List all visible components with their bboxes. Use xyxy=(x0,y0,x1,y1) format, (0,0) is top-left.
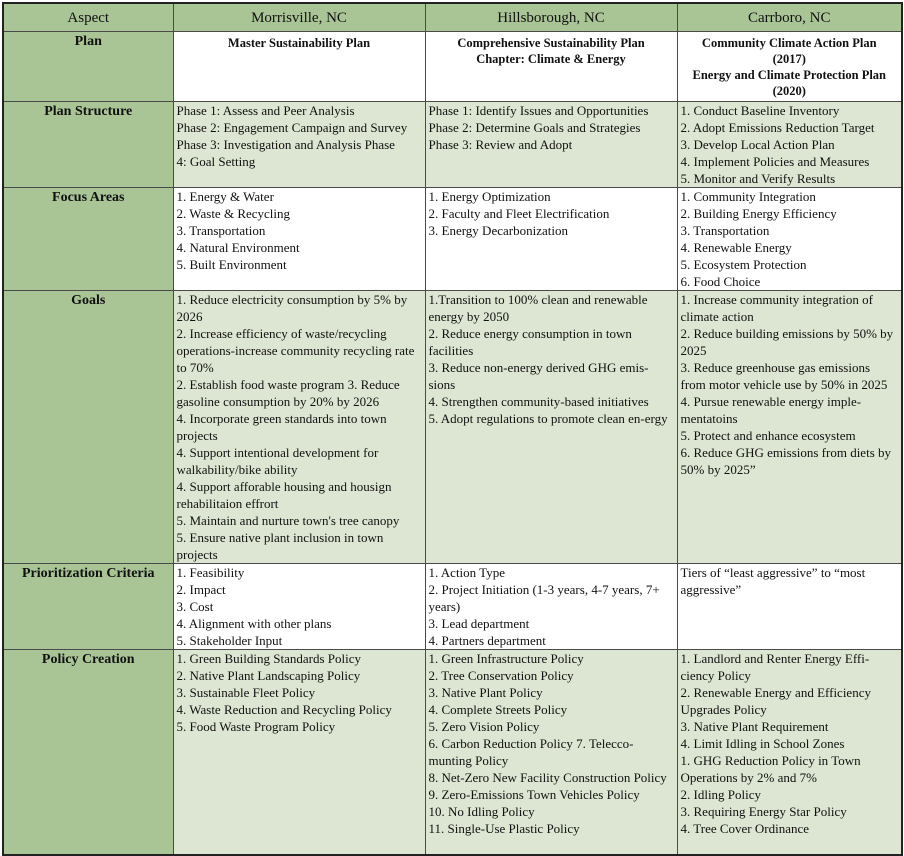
plan-title-line: Community Climate Action Plan xyxy=(701,36,877,50)
list-item: 4. Renewable Energy xyxy=(680,240,792,255)
list-item: 2. Idling Policy xyxy=(680,787,762,802)
cell-carrboro xyxy=(677,564,902,650)
list-item: 5. Maintain and nurture town's tree canopy xyxy=(176,513,400,528)
comparison-table xyxy=(2,2,903,856)
row-goals xyxy=(3,291,902,564)
list-item: 3. Energy Decarbonization xyxy=(428,223,568,238)
list-item: 4. Support intentional development for walkability/bike ability xyxy=(176,445,379,477)
cell-carrboro xyxy=(677,32,902,102)
list-item: 4. Natural Environment xyxy=(176,240,300,255)
list-item: 5. Zero Vision Policy xyxy=(428,719,540,734)
list-item: 4. Waste Reduction and Recycling Policy xyxy=(176,702,392,717)
list-item: 1. Green Infrastructure Policy xyxy=(428,651,584,666)
list-item: 3. Develop Local Action Plan xyxy=(680,137,835,152)
list-item: 2. Reduce energy consumption in town facilities xyxy=(428,326,632,358)
list-item: 3. Requiring Energy Star Policy xyxy=(680,804,847,819)
list-item: 1. Energy & Water xyxy=(176,189,274,204)
cell-morrisville xyxy=(173,564,425,650)
aspect-label: Prioritization Criteria xyxy=(3,564,173,650)
list-item: 2. Native Plant Landscaping Policy xyxy=(176,668,361,683)
list-item: 5. Stakeholder Input xyxy=(176,633,283,648)
cell-carrboro xyxy=(677,188,902,291)
list-item: 5. Food Waste Program Policy xyxy=(176,719,336,734)
list-item: 2. Faculty and Fleet Electrification xyxy=(428,206,610,221)
list-item: Phase 2: Engagement Campaign and Survey xyxy=(176,120,408,135)
list-item: 4. Limit Idling in School Zones xyxy=(680,736,845,751)
list-item: 3. Reduce greenhouse gas emissions from motor vehicle use by 50% in 2025 xyxy=(680,360,888,392)
aspect-label: Policy Creation xyxy=(3,650,173,855)
row-plan xyxy=(3,32,902,102)
list-item: 6. Food Choice xyxy=(680,274,761,289)
list-item: 3. Transportation xyxy=(680,223,770,238)
list-item: 4. Partners department xyxy=(428,633,546,648)
list-item: 2. Increase efficiency of waste/recycling operations-increase community recycling rate to 70% xyxy=(176,326,415,375)
list-item: 1. Conduct Baseline Inventory xyxy=(680,103,840,118)
list-item: 4: Goal Setting xyxy=(176,154,256,169)
header-hillsborough: Hillsborough, NC xyxy=(425,3,677,32)
list-item: Tiers of “least aggressive” to “most aggressive” xyxy=(680,565,866,597)
cell-hillsborough xyxy=(425,564,677,650)
list-item: 2. Establish food waste program 3. Reduce gasoline consumption by 20% by 2026 xyxy=(176,377,400,409)
list-item: 1. Feasibility xyxy=(176,565,245,580)
cell-carrboro xyxy=(677,291,902,564)
list-item: 3. Lead department xyxy=(428,616,530,631)
list-item: 6. Carbon Reduction Policy 7. Telecco-munting Policy xyxy=(428,736,634,768)
list-item: 6. Reduce GHG emissions from diets by 50% by 2025” xyxy=(680,445,892,477)
header-morrisville: Morrisville, NC xyxy=(173,3,425,32)
list-item: 2. Reduce building emissions by 50% by 2025 xyxy=(680,326,894,358)
list-item: 5. Monitor and Verify Results xyxy=(680,171,836,186)
list-item: 8. Net-Zero New Facility Construction Policy xyxy=(428,770,667,785)
list-item: 1. Increase community integration of climate action xyxy=(680,292,873,324)
row-plan-structure xyxy=(3,102,902,188)
list-item: 2. Waste & Recycling xyxy=(176,206,291,221)
list-item: 3. Native Plant Requirement xyxy=(680,719,829,734)
list-item: 11. Single-Use Plastic Policy xyxy=(428,821,580,836)
list-item: 5. Ensure native plant inclusion in town projects xyxy=(176,530,384,562)
list-item: 3. Transportation xyxy=(176,223,266,238)
list-item: 4. Complete Streets Policy xyxy=(428,702,568,717)
list-item: 4. Support afforable housing and housign rehabilitaion effrort xyxy=(176,479,392,511)
plan-title-line: Energy and Climate Protection Plan xyxy=(692,68,886,82)
list-item: 2. Renewable Energy and Efficiency Upgrades Policy xyxy=(680,685,871,717)
cell-morrisville xyxy=(173,188,425,291)
list-item: 2. Impact xyxy=(176,582,226,597)
aspect-label: Focus Areas xyxy=(3,188,173,291)
list-item: 1. Landlord and Renter Energy Effi-ciency Policy xyxy=(680,651,870,683)
list-item: 1. Reduce electricity consumption by 5% by 2026 xyxy=(176,292,408,324)
list-item: 5. Adopt regulations to promote clean en-ergy xyxy=(428,411,668,426)
list-item: Phase 3: Review and Adopt xyxy=(428,137,573,152)
cell-morrisville xyxy=(173,650,425,855)
list-item: 1. Action Type xyxy=(428,565,505,580)
cell-hillsborough xyxy=(425,650,677,855)
cell-morrisville xyxy=(173,32,425,102)
cell-carrboro xyxy=(677,102,902,188)
list-item: 1. Energy Optimization xyxy=(428,189,551,204)
plan-title-line: (2017) xyxy=(772,52,806,66)
cell-hillsborough xyxy=(425,32,677,102)
cell-carrboro xyxy=(677,650,902,855)
list-item: 5. Ecosystem Protection xyxy=(680,257,807,272)
aspect-label: Plan Structure xyxy=(3,102,173,188)
list-item: 1. Community Integration xyxy=(680,189,816,204)
list-item: 3. Cost xyxy=(176,599,214,614)
list-item: 5. Protect and enhance ecosystem xyxy=(680,428,856,443)
plan-title-line: Master Sustainability Plan xyxy=(227,36,371,50)
plan-title-line: Comprehensive Sustainability Plan xyxy=(457,36,645,50)
list-item: 4. Pursue renewable energy imple-mentatoins xyxy=(680,394,862,426)
list-item: 3. Sustainable Fleet Policy xyxy=(176,685,316,700)
list-item: 4. Alignment with other plans xyxy=(176,616,332,631)
row-policy-creation xyxy=(3,650,902,855)
list-item: 5. Built Environment xyxy=(176,257,287,272)
cell-morrisville xyxy=(173,102,425,188)
plan-title-line: (2020) xyxy=(772,84,806,98)
list-item: 2. Building Energy Efficiency xyxy=(680,206,837,221)
list-item: 1.Transition to 100% clean and renewable energy by 2050 xyxy=(428,292,648,324)
list-item: 9. Zero-Emissions Town Vehicles Policy xyxy=(428,787,640,802)
row-focus-areas xyxy=(3,188,902,291)
list-item: 2. Tree Conservation Policy xyxy=(428,668,574,683)
header-aspect: Aspect xyxy=(3,3,173,32)
plan-title-line: Chapter: Climate & Energy xyxy=(476,52,626,66)
aspect-label: Plan xyxy=(3,32,173,102)
list-item: 4. Incorporate green standards into town projects xyxy=(176,411,387,443)
list-item: 4. Implement Policies and Measures xyxy=(680,154,870,169)
list-item: Phase 1: Assess and Peer Analysis xyxy=(176,103,355,118)
list-item: 1. GHG Reduction Policy in Town Operations by 2% and 7% xyxy=(680,753,861,785)
row-prioritization-criteria xyxy=(3,564,902,650)
list-item: 2. Project Initiation (1-3 years, 4-7 years, 7+ years) xyxy=(428,582,660,614)
list-item: 3. Native Plant Policy xyxy=(428,685,543,700)
list-item: 3. Reduce non-energy derived GHG emis-sions xyxy=(428,360,649,392)
cell-hillsborough xyxy=(425,188,677,291)
list-item: 2. Adopt Emissions Reduction Target xyxy=(680,120,875,135)
aspect-label: Goals xyxy=(3,291,173,564)
header-carrboro: Carrboro, NC xyxy=(677,3,902,32)
cell-hillsborough xyxy=(425,102,677,188)
header-row xyxy=(3,3,902,32)
list-item: Phase 3: Investigation and Analysis Phase xyxy=(176,137,395,152)
list-item: Phase 2: Determine Goals and Strategies xyxy=(428,120,641,135)
list-item: Phase 1: Identify Issues and Opportunities xyxy=(428,103,649,118)
cell-morrisville xyxy=(173,291,425,564)
list-item: 4. Tree Cover Ordinance xyxy=(680,821,810,836)
cell-hillsborough xyxy=(425,291,677,564)
list-item: 1. Green Building Standards Policy xyxy=(176,651,362,666)
list-item: 10. No Idling Policy xyxy=(428,804,535,819)
list-item: 4. Strengthen community-based initiatives xyxy=(428,394,649,409)
